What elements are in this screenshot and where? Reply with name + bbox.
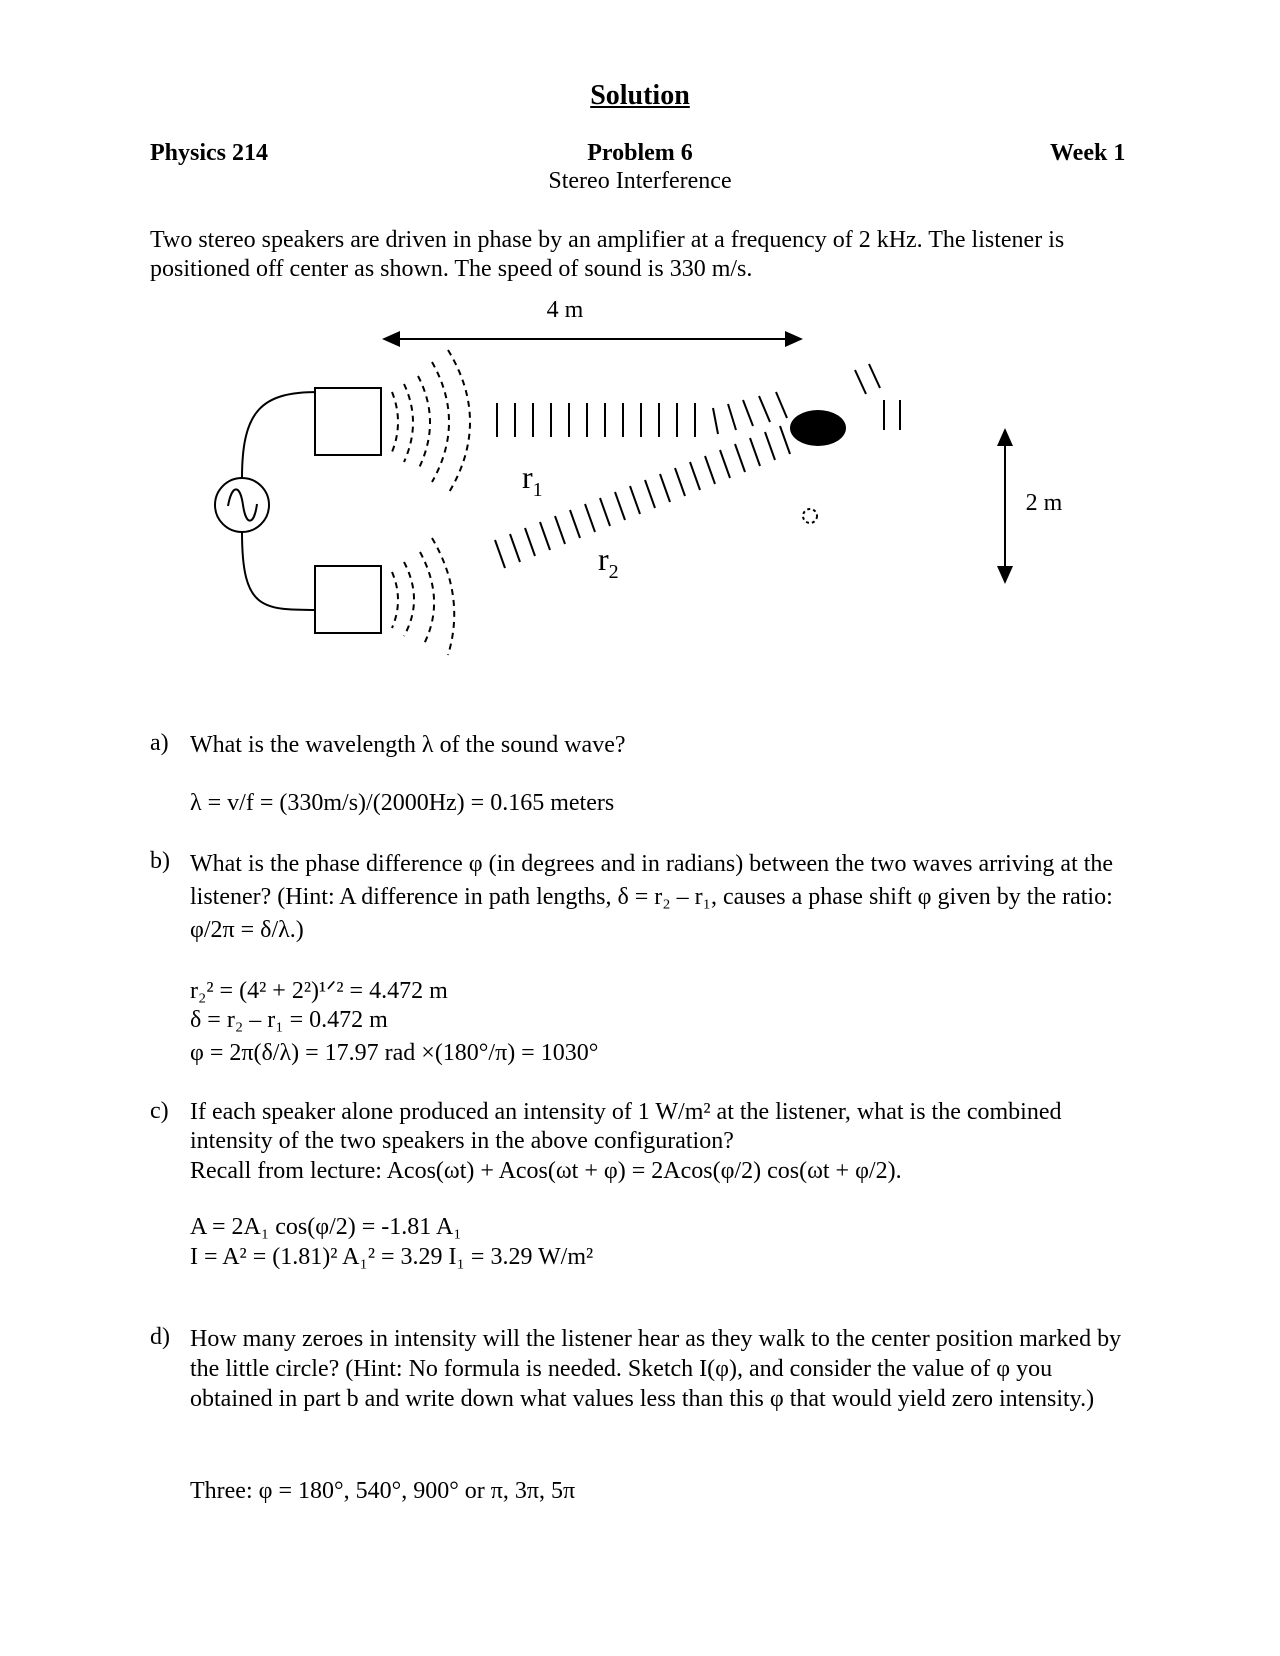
- distance-4m-label: 4 m: [546, 297, 584, 323]
- part-d-question: How many zeroes in intensity will the listener hear as they walk to the center position marked by the little circle? (Hint: No formula is needed. Sketch I(φ), and consider the value of φ you obtained in part b and write down what values less than this φ that would yield zero intensity.): [190, 1326, 1122, 1412]
- vertical-arrow: [997, 428, 1013, 584]
- part-c-line2: I = A² = (1.81)² A₁² = 3.29 I₁ = 3.29 W/m²: [190, 1244, 594, 1270]
- course-label: Physics 214: [150, 140, 269, 166]
- intro-paragraph: Two stereo speakers are driven in phase by an amplifier at a frequency of 2 kHz. The listener is positioned off center as shown. The speed of sound is 330 m/s.: [150, 227, 1065, 282]
- part-b-line1: r₂² = (4² + 2²)¹ᐟ² = 4.472 m: [190, 978, 448, 1004]
- speaker-diagram: [0, 280, 1280, 670]
- part-c-recall: Recall from lecture: Acos(ωt) + Acos(ωt + φ) = 2Acos(φ/2) cos(ωt + φ/2).: [190, 1158, 902, 1184]
- part-c-line1: A = 2A₁ cos(φ/2) = -1.81 A₁: [190, 1214, 462, 1240]
- problem-label: Problem 6: [587, 140, 693, 166]
- week-label: Week 1: [1050, 140, 1126, 166]
- part-d-answer: Three: φ = 180°, 540°, 900° or π, 3π, 5π: [190, 1478, 576, 1504]
- part-c-marker: c): [150, 1098, 169, 1124]
- wavefronts-bottom: [392, 538, 454, 655]
- part-b-marker: b): [150, 848, 170, 874]
- r1-label: $r_1$: [522, 459, 543, 501]
- r2-label: $r_2$: [598, 541, 619, 583]
- listener-marker: [790, 410, 846, 446]
- part-b-question: What is the phase difference φ (in degrees and in radians) between the two waves arriving at the listener? (Hint: A difference in path lengths, δ = r₂ – r₁, causes a phase shift φ given by the ratio: φ/2π = δ/λ.): [190, 851, 1114, 943]
- distance-2m-label: 2 m: [1025, 490, 1063, 516]
- speaker-bottom: [315, 566, 381, 633]
- wire-top: [242, 392, 318, 478]
- part-d-marker: d): [150, 1324, 170, 1350]
- part-b-line2: δ = r₂ – r₁ = 0.472 m: [190, 1007, 388, 1033]
- ac-source-icon: [215, 478, 269, 532]
- speaker-top: [315, 388, 381, 455]
- part-a-answer: λ = v/f = (330m/s)/(2000Hz) = 0.165 meters: [190, 790, 615, 816]
- page-title: Solution: [590, 80, 690, 111]
- problem-subtitle: Stereo Interference: [548, 168, 732, 194]
- part-c-question: If each speaker alone produced an intensity of 1 W/m² at the listener, what is the combined intensity of the two speakers in the above configuration?: [190, 1099, 1062, 1154]
- part-b-line3: φ = 2π(δ/λ) = 17.97 rad ×(180°/π) = 1030°: [190, 1040, 599, 1066]
- center-position-marker: [803, 509, 817, 523]
- horizontal-arrow: [382, 331, 803, 347]
- wavefronts-top: [392, 350, 470, 494]
- part-a-question: What is the wavelength λ of the sound wave?: [190, 732, 626, 758]
- wire-bottom: [242, 532, 318, 610]
- part-a-marker: a): [150, 730, 169, 756]
